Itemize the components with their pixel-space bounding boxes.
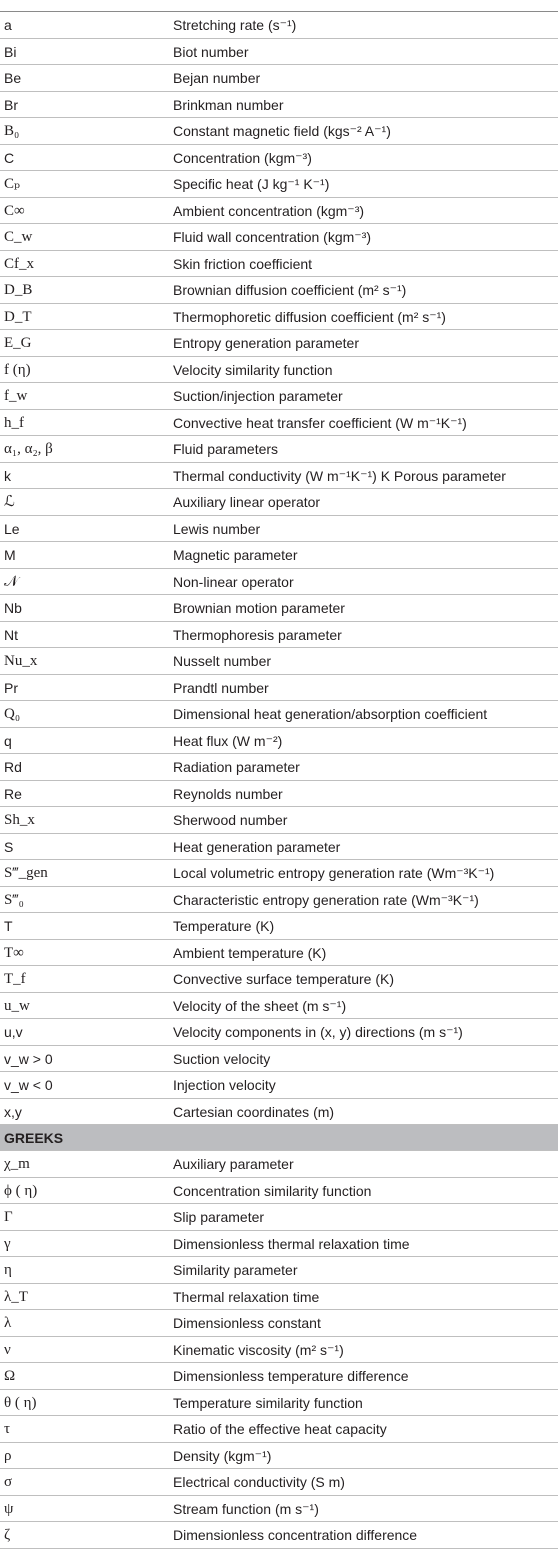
nomenclature-row	[0, 701, 558, 728]
description-cell: Constant magnetic field (kgs⁻² A⁻¹)	[173, 123, 391, 139]
description-cell: Similarity parameter	[173, 1262, 298, 1278]
nomenclature-row	[0, 118, 558, 145]
symbol-cell: D_T	[4, 308, 32, 325]
description-cell: Specific heat (J kg⁻¹ K⁻¹)	[173, 176, 330, 192]
symbol-cell: Le	[4, 520, 20, 537]
nomenclature-row	[0, 198, 558, 225]
greek-row	[0, 1257, 558, 1284]
symbol-cell: Q₀	[4, 706, 21, 722]
nomenclature-row	[0, 781, 558, 808]
description-cell: Brinkman number	[173, 96, 284, 113]
nomenclature-row	[0, 1046, 558, 1073]
greek-row	[0, 1178, 558, 1205]
symbol-cell: h_f	[4, 414, 24, 431]
symbol-cell: f_w	[4, 388, 28, 404]
description-cell: Stream function (m s⁻¹)	[173, 1500, 319, 1517]
description-cell: Heat flux (W m⁻²)	[173, 732, 283, 749]
nomenclature-row	[0, 940, 558, 967]
nomenclature-row	[0, 410, 558, 437]
symbol-cell: f (η)	[4, 361, 31, 378]
nomenclature-row	[0, 463, 558, 490]
nomenclature-row	[0, 542, 558, 569]
symbol-cell: Cf_x	[4, 255, 34, 272]
symbol-cell: Nb	[4, 600, 22, 616]
symbol-cell: u,v	[4, 1024, 23, 1040]
symbol-cell: C∞	[4, 202, 25, 219]
nomenclature-row	[0, 251, 558, 278]
symbol-cell: Br	[4, 96, 18, 113]
nomenclature-row	[0, 966, 558, 993]
description-cell: Slip parameter	[173, 1209, 265, 1225]
greek-row	[0, 1416, 558, 1443]
description-cell: Characteristic entropy generation rate (Wm⁻³K⁻¹)	[173, 891, 479, 908]
description-cell: Velocity similarity function	[173, 361, 333, 378]
greek-rows	[0, 1151, 558, 1549]
symbol-cell: ζ	[4, 1527, 11, 1543]
description-cell: Thermal relaxation time	[173, 1288, 320, 1305]
description-cell: Density (kgm⁻¹)	[173, 1447, 272, 1464]
symbol-cell: Nt	[4, 626, 18, 643]
symbol-cell: B₀	[4, 123, 20, 139]
top-rule	[0, 0, 558, 12]
nomenclature-row	[0, 277, 558, 304]
nomenclature-row	[0, 754, 558, 781]
description-cell: Lewis number	[173, 520, 261, 537]
symbol-cell: k	[4, 467, 11, 484]
description-cell: Ratio of the effective heat capacity	[173, 1421, 387, 1437]
description-cell: Stretching rate (s⁻¹)	[173, 17, 297, 33]
symbol-cell: Nu_x	[4, 653, 38, 669]
description-cell: Dimensionless temperature difference	[173, 1368, 409, 1384]
symbol-cell: τ	[4, 1421, 11, 1437]
description-cell: Auxiliary linear operator	[173, 494, 321, 510]
description-cell: Reynolds number	[173, 785, 283, 802]
description-cell: Concentration (kgm⁻³)	[173, 149, 312, 166]
symbol-cell: T	[4, 918, 13, 934]
greek-row	[0, 1390, 558, 1417]
nomenclature-row	[0, 675, 558, 702]
nomenclature-row	[0, 728, 558, 755]
symbol-cell: η	[4, 1262, 12, 1278]
description-cell: Ambient concentration (kgm⁻³)	[173, 202, 365, 219]
description-cell: Local volumetric entropy generation rate (Wm⁻³K⁻¹)	[173, 865, 495, 881]
symbol-cell: γ	[4, 1235, 11, 1252]
greek-row	[0, 1363, 558, 1390]
symbol-cell: σ	[4, 1474, 13, 1490]
nomenclature-row	[0, 887, 558, 914]
nomenclature-row	[0, 993, 558, 1020]
symbol-cell: α₁, α₂, β	[4, 441, 53, 457]
symbol-cell: u_w	[4, 997, 30, 1014]
nomenclature-row	[0, 436, 558, 463]
greek-row	[0, 1337, 558, 1364]
symbol-cell: θ ( η)	[4, 1394, 37, 1411]
symbol-cell: χ_m	[4, 1156, 30, 1172]
greek-row	[0, 1204, 558, 1231]
nomenclature-row	[0, 39, 558, 66]
description-cell: Convective heat transfer coefficient (W m⁻¹K⁻¹)	[173, 414, 467, 431]
symbol-cell: Be	[4, 70, 22, 86]
nomenclature-row	[0, 860, 558, 887]
symbol-cell: ϕ ( η)	[4, 1182, 38, 1199]
symbol-cell: v_w > 0	[4, 1050, 53, 1067]
symbol-cell: Cₚ	[4, 176, 21, 192]
nomenclature-row	[0, 224, 558, 251]
symbol-cell: S	[4, 838, 14, 855]
symbol-cell: C_w	[4, 229, 33, 245]
symbol-cell: S‴₀	[4, 891, 24, 908]
nomenclature-row	[0, 330, 558, 357]
symbol-cell: D_B	[4, 282, 33, 298]
description-cell: Cartesian coordinates (m)	[173, 1103, 335, 1120]
description-cell: Dimensionless thermal relaxation time	[173, 1235, 410, 1252]
symbol-cell: a	[4, 17, 12, 33]
symbol-cell: Re	[4, 785, 22, 802]
greek-row	[0, 1231, 558, 1258]
nomenclature-row	[0, 569, 558, 596]
description-cell: Entropy generation parameter	[173, 335, 359, 351]
description-cell: Prandtl number	[173, 679, 269, 696]
nomenclature-row	[0, 489, 558, 516]
nomenclature-row	[0, 65, 558, 92]
greeks-section-heading: GREEKS	[0, 1125, 558, 1151]
nomenclature-row	[0, 1072, 558, 1099]
symbol-cell: T∞	[4, 944, 24, 961]
symbol-cell: E_G	[4, 335, 32, 351]
description-cell: Velocity of the sheet (m s⁻¹)	[173, 997, 347, 1014]
symbol-cell: Rd	[4, 759, 22, 775]
description-cell: Electrical conductivity (S m)	[173, 1474, 345, 1490]
description-cell: Nusselt number	[173, 653, 272, 669]
nomenclature-row	[0, 516, 558, 543]
description-cell: Fluid wall concentration (kgm⁻³)	[173, 229, 372, 245]
symbol-cell: Ω	[4, 1368, 16, 1384]
symbol-cell: ψ	[4, 1500, 14, 1517]
description-cell: Suction/injection parameter	[173, 388, 343, 404]
description-cell: Fluid parameters	[173, 441, 279, 457]
description-cell: Skin friction coefficient	[173, 255, 313, 272]
description-cell: Kinematic viscosity (m² s⁻¹)	[173, 1341, 344, 1358]
symbol-cell: q	[4, 732, 12, 749]
greek-row	[0, 1284, 558, 1311]
description-cell: Velocity components in (x, y) directions (m s⁻¹)	[173, 1024, 463, 1040]
symbol-cell: x,y	[4, 1103, 22, 1120]
symbol-cell: M	[4, 547, 16, 563]
description-cell: Biot number	[173, 43, 249, 60]
nomenclature-row	[0, 834, 558, 861]
description-cell: Temperature similarity function	[173, 1394, 363, 1411]
nomenclature-row	[0, 807, 558, 834]
description-cell: Thermophoresis parameter	[173, 626, 342, 643]
nomenclature-row	[0, 1019, 558, 1046]
description-cell: Brownian motion parameter	[173, 600, 345, 616]
greek-row	[0, 1469, 558, 1496]
symbol-cell: 𝒩	[4, 573, 19, 590]
greek-row	[0, 1310, 558, 1337]
nomenclature-rows	[0, 12, 558, 1125]
symbol-cell: Γ	[4, 1209, 13, 1225]
symbol-cell: C	[4, 149, 15, 166]
nomenclature-row	[0, 92, 558, 119]
description-cell: Radiation parameter	[173, 759, 300, 775]
description-cell: Suction velocity	[173, 1050, 271, 1067]
nomenclature-row	[0, 304, 558, 331]
nomenclature-row	[0, 595, 558, 622]
description-cell: Sherwood number	[173, 812, 288, 828]
description-cell: Convective surface temperature (K)	[173, 971, 394, 987]
description-cell: Injection velocity	[173, 1077, 276, 1093]
nomenclature-row	[0, 383, 558, 410]
symbol-cell: Bi	[4, 43, 17, 60]
description-cell: Dimensional heat generation/absorption coefficient	[173, 706, 488, 722]
nomenclature-row	[0, 648, 558, 675]
symbol-cell: T_f	[4, 971, 26, 987]
symbol-cell: ν	[4, 1341, 11, 1358]
nomenclature-row	[0, 171, 558, 198]
description-cell: Concentration similarity function	[173, 1182, 372, 1199]
greek-row	[0, 1151, 558, 1178]
nomenclature-row	[0, 1099, 558, 1126]
nomenclature-row	[0, 12, 558, 39]
description-cell: Thermophoretic diffusion coefficient (m² s⁻¹)	[173, 308, 446, 325]
symbol-cell: ℒ	[4, 494, 15, 510]
description-cell: Dimensionless concentration difference	[173, 1527, 418, 1543]
symbol-cell: λ	[4, 1315, 12, 1331]
description-cell: Magnetic parameter	[173, 547, 298, 563]
description-cell: Auxiliary parameter	[173, 1156, 294, 1172]
symbol-cell: S‴_gen	[4, 865, 48, 881]
greek-row	[0, 1443, 558, 1470]
symbol-cell: ρ	[4, 1447, 12, 1464]
description-cell: Heat generation parameter	[173, 838, 341, 855]
description-cell: Ambient temperature (K)	[173, 944, 327, 961]
description-cell: Temperature (K)	[173, 918, 275, 934]
nomenclature-row	[0, 913, 558, 940]
symbol-cell: v_w < 0	[4, 1077, 53, 1093]
nomenclature-row	[0, 357, 558, 384]
description-cell: Brownian diffusion coefficient (m² s⁻¹)	[173, 282, 407, 298]
description-cell: Bejan number	[173, 70, 261, 86]
symbol-cell: Pr	[4, 679, 18, 696]
symbol-cell: Sh_x	[4, 812, 35, 828]
description-cell: Thermal conductivity (W m⁻¹K⁻¹) K Porous parameter	[173, 467, 506, 484]
symbol-cell: λ_T	[4, 1288, 28, 1305]
description-cell: Dimensionless constant	[173, 1315, 321, 1331]
description-cell: Non-linear operator	[173, 573, 294, 590]
greek-row	[0, 1496, 558, 1523]
greek-row	[0, 1522, 558, 1549]
nomenclature-row	[0, 145, 558, 172]
nomenclature-row	[0, 622, 558, 649]
